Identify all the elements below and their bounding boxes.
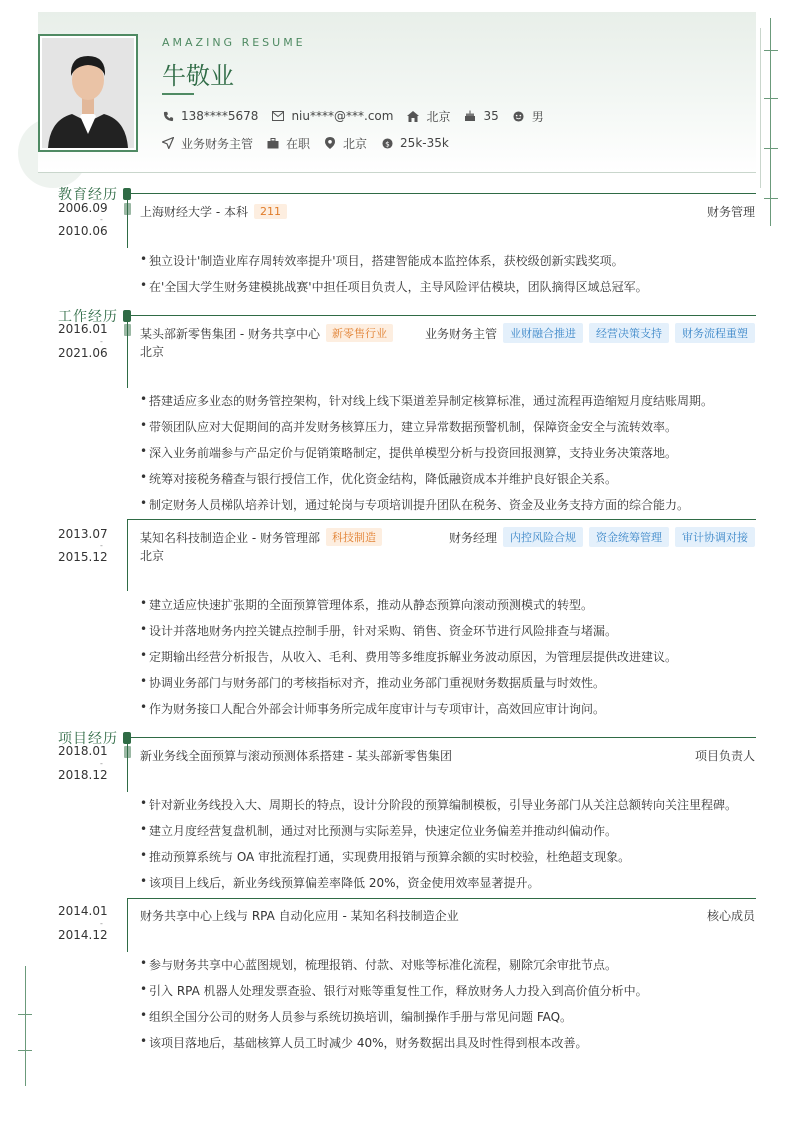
list-item: • 推动预算系统与 OA 审批流程打通，实现费用报销与预算余额的实时校验，杜绝超支现象。	[140, 848, 631, 864]
section-divider	[128, 315, 756, 316]
skill-tag: 内控风险合规	[503, 527, 583, 547]
timeline-line	[127, 898, 128, 952]
end-date: 2021.06	[58, 346, 108, 360]
end-date: 2018.12	[58, 768, 108, 782]
project-name: 财务共享中心上线与 RPA 自动化应用 - 某知名科技制造企业	[140, 908, 459, 923]
start-date: 2006.09	[58, 201, 108, 215]
expected-city-text: 北京	[343, 136, 368, 151]
list-item: • 参与财务共享中心蓝图规划，梳理报销、付款、对账等标准化流程，剔除冗余审批节点。	[140, 956, 618, 972]
timeline-line	[127, 519, 128, 591]
list-item: • 作为财务接口人配合外部会计师事务所完成年度审计与专项审计，高效回应审计询问。	[140, 700, 606, 716]
entry-divider	[128, 519, 756, 520]
gender-item	[513, 108, 544, 125]
city-item	[407, 108, 450, 125]
gender-text: 男	[531, 109, 544, 124]
timeline-line	[127, 316, 128, 388]
header-divider	[38, 172, 756, 173]
job-header	[140, 528, 755, 546]
job-role: 财务经理	[448, 530, 497, 545]
date-separator: -	[100, 919, 103, 928]
date-separator: -	[100, 337, 103, 346]
phone-text: 138****5678	[181, 109, 259, 123]
job-intent-row	[162, 134, 463, 152]
major: 财务管理	[706, 204, 755, 219]
date-separator: -	[100, 215, 103, 224]
salary-item	[381, 136, 449, 150]
coin-icon	[381, 137, 393, 149]
timeline-line	[127, 194, 128, 248]
school-name: 上海财经大学 - 本科	[140, 204, 248, 219]
left-decoration-tick	[18, 1050, 32, 1051]
salary-text: 25k-35k	[400, 136, 449, 150]
status-text: 在职	[286, 136, 311, 151]
list-item: • 定期输出经营分析报告，从收入、毛利、费用等多维度拆解业务波动原因，为管理层提供改进建议。	[140, 648, 678, 664]
name-underline	[162, 93, 194, 95]
list-item: • 引入 RPA 机器人处理发票查验、银行对账等重复性工作，释放财务人力投入到高价值分析中。	[140, 982, 648, 998]
list-item: • 该项目落地后，基础核算人员工时减少 40%，财务数据出具及时性得到根本改善。	[140, 1034, 588, 1050]
contact-row	[162, 107, 558, 125]
phone-icon	[162, 110, 174, 122]
section-title-projects: 项目经历	[58, 731, 118, 747]
right-decoration-tick	[764, 98, 778, 99]
mail-icon	[272, 110, 284, 122]
email-text: niu****@***.com	[291, 109, 394, 123]
left-decoration-tick	[18, 1014, 32, 1015]
right-decoration-tick	[764, 198, 778, 199]
company-name: 某知名科技制造企业 - 财务管理部	[140, 530, 320, 545]
right-decoration-tick	[764, 50, 778, 51]
start-date: 2014.01	[58, 904, 108, 918]
project-header	[140, 746, 755, 764]
date-separator: -	[100, 759, 103, 768]
job-header	[140, 324, 755, 342]
list-item: • 带领团队应对大促期间的高并发财务核算压力，建立异常数据预警机制，保障资金安全与流转效率。	[140, 418, 678, 434]
industry-tag: 科技制造	[326, 528, 382, 546]
list-item: • 针对新业务线投入大、周期长的特点，设计分阶段的预算编制模板，引导业务部门从关注总额转向关注里程碑。	[140, 796, 738, 812]
list-item: • 设计并落地财务内控关键点控制手册，针对采购、销售、资金环节进行风险排查与堵漏。	[140, 622, 618, 638]
resume-kicker: AMAZING RESUME	[162, 36, 306, 49]
list-item: • 建立月度经营复盘机制，通过对比预测与实际差异，快速定位业务偏差并推动纠偏动作。	[140, 822, 618, 838]
list-item: • 独立设计'制造业库存周转效率提升'项目，搭建智能成本监控体系，获校级创新实践奖项。	[140, 252, 624, 268]
education-header	[140, 202, 755, 220]
left-decoration-line	[25, 966, 26, 1086]
list-item: • 统筹对接税务稽查与银行授信工作，优化资金结构，降低融资成本并维护良好银企关系。	[140, 470, 618, 486]
position-item	[162, 135, 253, 152]
date-separator: -	[100, 541, 103, 550]
age-item	[464, 109, 498, 123]
start-date: 2013.07	[58, 527, 108, 541]
section-title-education: 教育经历	[58, 187, 118, 203]
smile-icon	[513, 110, 525, 122]
project-role: 项目负责人	[694, 748, 755, 763]
entry-divider	[128, 898, 756, 899]
section-title-work: 工作经历	[58, 309, 118, 325]
right-decoration-tick	[764, 148, 778, 149]
end-date: 2014.12	[58, 928, 108, 942]
start-date: 2016.01	[58, 322, 108, 336]
list-item: • 深入业务前端参与产品定价与促销策略制定，提供单模型分析与投资回报测算，支持业务决策落地。	[140, 444, 678, 460]
send-icon	[162, 137, 174, 149]
right-decoration-line-2	[760, 28, 761, 188]
end-date: 2015.12	[58, 550, 108, 564]
skill-tag: 财务流程重塑	[675, 323, 755, 343]
home-icon	[407, 110, 419, 122]
phone-item	[162, 109, 258, 123]
candidate-name: 牛敬业	[162, 62, 234, 90]
age-text: 35	[483, 109, 499, 123]
briefcase-icon	[267, 137, 279, 149]
job-role: 业务财务主管	[424, 326, 497, 341]
cake-icon	[464, 110, 476, 122]
skill-tag: 经营决策支持	[589, 323, 669, 343]
list-item: • 该项目上线后，新业务线预算偏差率降低 20%，资金使用效率显著提升。	[140, 874, 540, 890]
company-name: 某头部新零售集团 - 财务共享中心	[140, 326, 320, 341]
email-item	[272, 109, 393, 123]
project-header	[140, 906, 755, 924]
position-text: 业务财务主管	[181, 136, 254, 151]
location-pin-icon	[324, 137, 336, 149]
skill-tag: 审计协调对接	[675, 527, 755, 547]
list-item: • 协调业务部门与财务部门的考核指标对齐，推动业务部门重视财务数据质量与时效性。	[140, 674, 606, 690]
section-divider	[128, 193, 756, 194]
job-location: 北京	[140, 549, 165, 563]
school-tag: 211	[254, 204, 287, 219]
section-divider	[128, 737, 756, 738]
expected-city-item	[324, 135, 367, 152]
industry-tag: 新零售行业	[326, 324, 393, 342]
list-item: • 搭建适应多业态的财务管控架构，针对线上线下渠道差异制定核算标准，通过流程再造缩短月度结账周期。	[140, 392, 714, 408]
city-text: 北京	[426, 109, 451, 124]
end-date: 2010.06	[58, 224, 108, 238]
job-location: 北京	[140, 345, 165, 359]
skill-tag: 资金统筹管理	[589, 527, 669, 547]
profile-photo	[42, 38, 134, 148]
list-item: • 组织全国分公司的财务人员参与系统切换培训，编制操作手册与常见问题 FAQ。	[140, 1008, 573, 1024]
project-role: 核心成员	[706, 908, 755, 923]
list-item: • 制定财务人员梯队培养计划，通过轮岗与专项培训提升团队在税务、资金及业务支持方面的综合能力。	[140, 496, 690, 512]
project-name: 新业务线全面预算与滚动预测体系搭建 - 某头部新零售集团	[140, 748, 452, 763]
svg-text:$: $	[384, 138, 390, 148]
timeline-line	[127, 738, 128, 792]
start-date: 2018.01	[58, 744, 108, 758]
skill-tag: 业财融合推进	[503, 323, 583, 343]
list-item: • 在'全国大学生财务建模挑战赛'中担任项目负责人，主导风险评估模块，团队摘得区域总冠军。	[140, 278, 648, 294]
list-item: • 建立适应快速扩张期的全面预算管理体系，推动从静态预算向滚动预测模式的转型。	[140, 596, 594, 612]
status-item	[267, 135, 310, 152]
